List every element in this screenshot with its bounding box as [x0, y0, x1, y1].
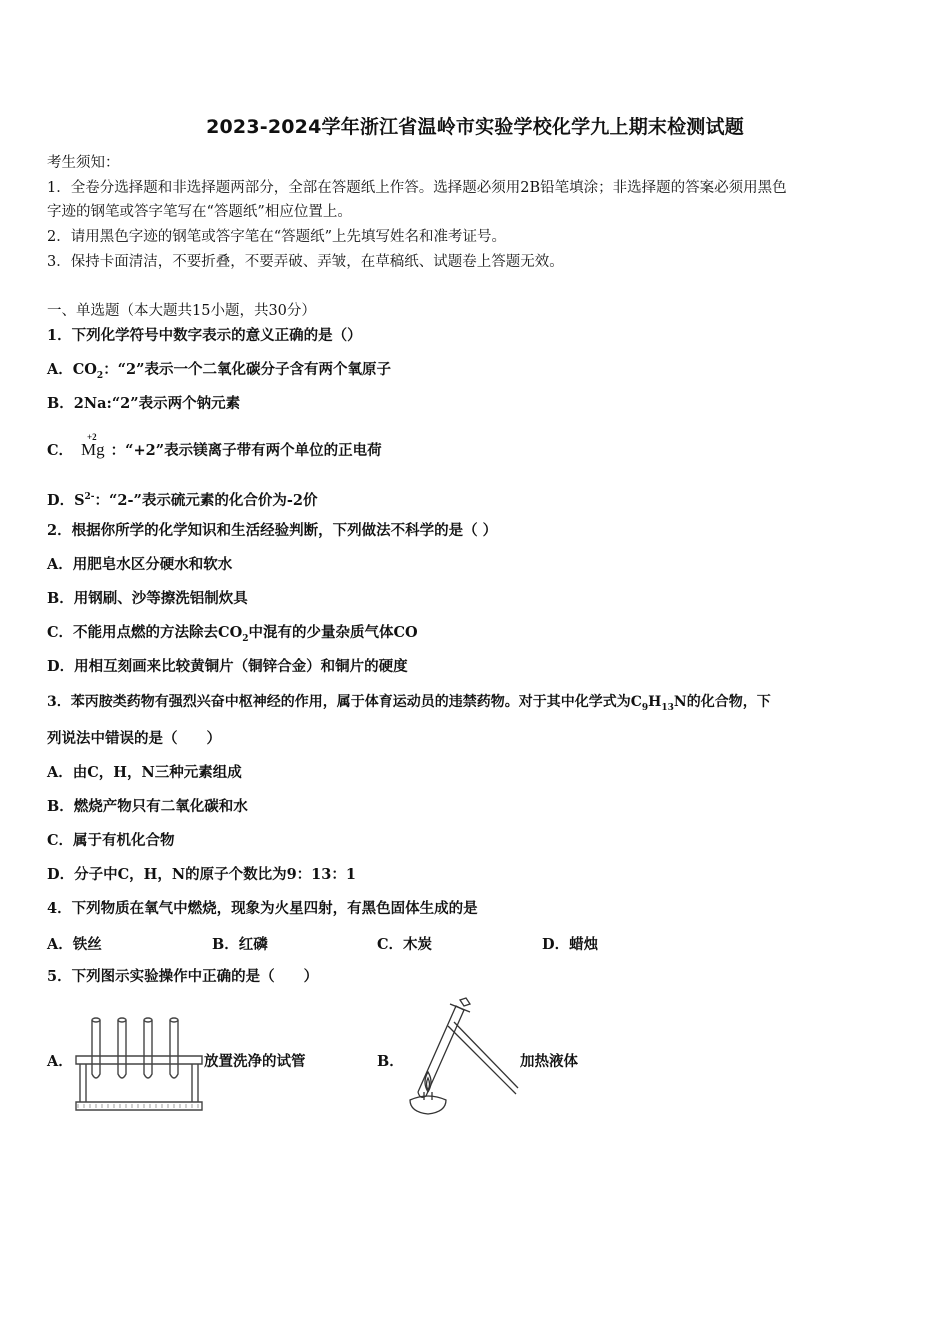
q5-stem: 5．下列图示实验操作中正确的是（ ） [47, 968, 319, 985]
q2-c-prefix: C．不能用点燃的方法除去CO [47, 624, 243, 641]
q1-option-d [47, 487, 317, 511]
q2-option-c [47, 623, 418, 649]
q4-option-d: D．蜡烛 [542, 936, 599, 953]
notice-item-1-cont: 字迹的钢笔或答字笔写在“答题纸”相应位置上。 [47, 204, 352, 220]
q3-stem-line2: 列说法中错误的是（ ） [47, 730, 221, 747]
q1-stem: 1．下列化学符号中数字表示的意义正确的是（） [47, 327, 362, 344]
q4-option-c: C．木炭 [377, 936, 433, 953]
q4-option-b: B．红磷 [212, 936, 268, 953]
q1-a-sub: 2 [96, 370, 104, 381]
test-tube-rack-image [72, 1012, 206, 1114]
notice-item-2: 2．请用黑色字迹的钢笔或答字笔在“答题纸”上先填写姓名和准考证号。 [47, 229, 507, 245]
q1-d-text: ：“2-”表示硫元素的化合价为-2价 [94, 491, 318, 509]
q1-a-prefix: A．CO [47, 361, 97, 378]
q3-sub-c: 9 [641, 702, 649, 713]
mg-charge-symbol [81, 432, 105, 460]
q3-option-a: A．由C，H，N三种元素组成 [47, 764, 242, 781]
q1-d-prefix: D．S [47, 491, 85, 509]
q1-a-text: ：“2”表示一个二氧化碳分子含有两个氧原子 [103, 361, 391, 378]
q3-option-c: C．属于有机化合物 [47, 832, 175, 849]
q3-option-d: D．分子中C，H，N的原子个数比为9：13：1 [47, 866, 356, 883]
q5-option-a-caption: 放置洗净的试管 [204, 1053, 306, 1070]
mg-charge: +2 [87, 432, 97, 442]
q4-option-a: A．铁丝 [47, 936, 102, 953]
mg-symbol: Mg [81, 440, 105, 459]
q1-c-prefix: C． [47, 442, 74, 459]
q2-option-a: A．用肥皂水区分硬水和软水 [47, 556, 233, 573]
q1-c-text: ：“+2”表示镁离子带有两个单位的正电荷 [110, 442, 382, 459]
page-title: 2023-2024学年浙江省温岭市实验学校化学九上期末检测试题 [206, 116, 744, 138]
q5-option-a-label: A． [47, 1053, 73, 1070]
q1-option-a [47, 360, 391, 386]
q4-stem: 4．下列物质在氧气中燃烧，现象为火星四射，有黑色固体生成的是 [47, 900, 478, 917]
q2-c-sub: 2 [242, 633, 249, 644]
q3-stem-1a: 3．苯丙胺类药物有强烈兴奋中枢神经的作用，属于体育运动员的违禁药物。对于其中化学式为C [47, 694, 642, 710]
q3-option-b: B．燃烧产物只有二氧化碳和水 [47, 798, 248, 815]
q3-h: H [648, 694, 662, 710]
q1-option-b: B．2Na:“2”表示两个钠元素 [47, 395, 241, 412]
heating-liquid-image [400, 996, 520, 1116]
q3-sub-h: 13 [661, 702, 674, 713]
q1-option-c [47, 432, 382, 461]
q5-option-b-caption: 加热液体 [520, 1053, 578, 1070]
q2-c-text: 中混有的少量杂质气体CO [248, 624, 418, 641]
q2-option-d: D．用相互刻画来比较黄铜片（铜锌合金）和铜片的硬度 [47, 658, 408, 675]
q5-option-b-label: B． [377, 1053, 404, 1070]
q3-stem-1b: N的化合物，下 [673, 694, 771, 710]
notice-item-1: 1．全卷分选择题和非选择题两部分，全部在答题纸上作答。选择题必须用2B铅笔填涂；非选择题的答案必须用黑色 [47, 180, 787, 196]
notice-item-3: 3．保持卡面清洁，不要折叠，不要弄破、弄皱，在草稿纸、试题卷上答题无效。 [47, 254, 564, 270]
q2-stem: 2．根据你所学的化学知识和生活经验判断，下列做法不科学的是（ ） [47, 522, 498, 539]
q1-d-sup: 2- [84, 492, 95, 502]
notice-heading: 考生须知： [47, 155, 120, 171]
q3-stem-line1 [47, 692, 771, 718]
q2-option-b: B．用钢刷、沙等擦洗铝制炊具 [47, 590, 248, 607]
section-heading: 一、单选题（本大题共15小题，共30分） [47, 303, 316, 319]
